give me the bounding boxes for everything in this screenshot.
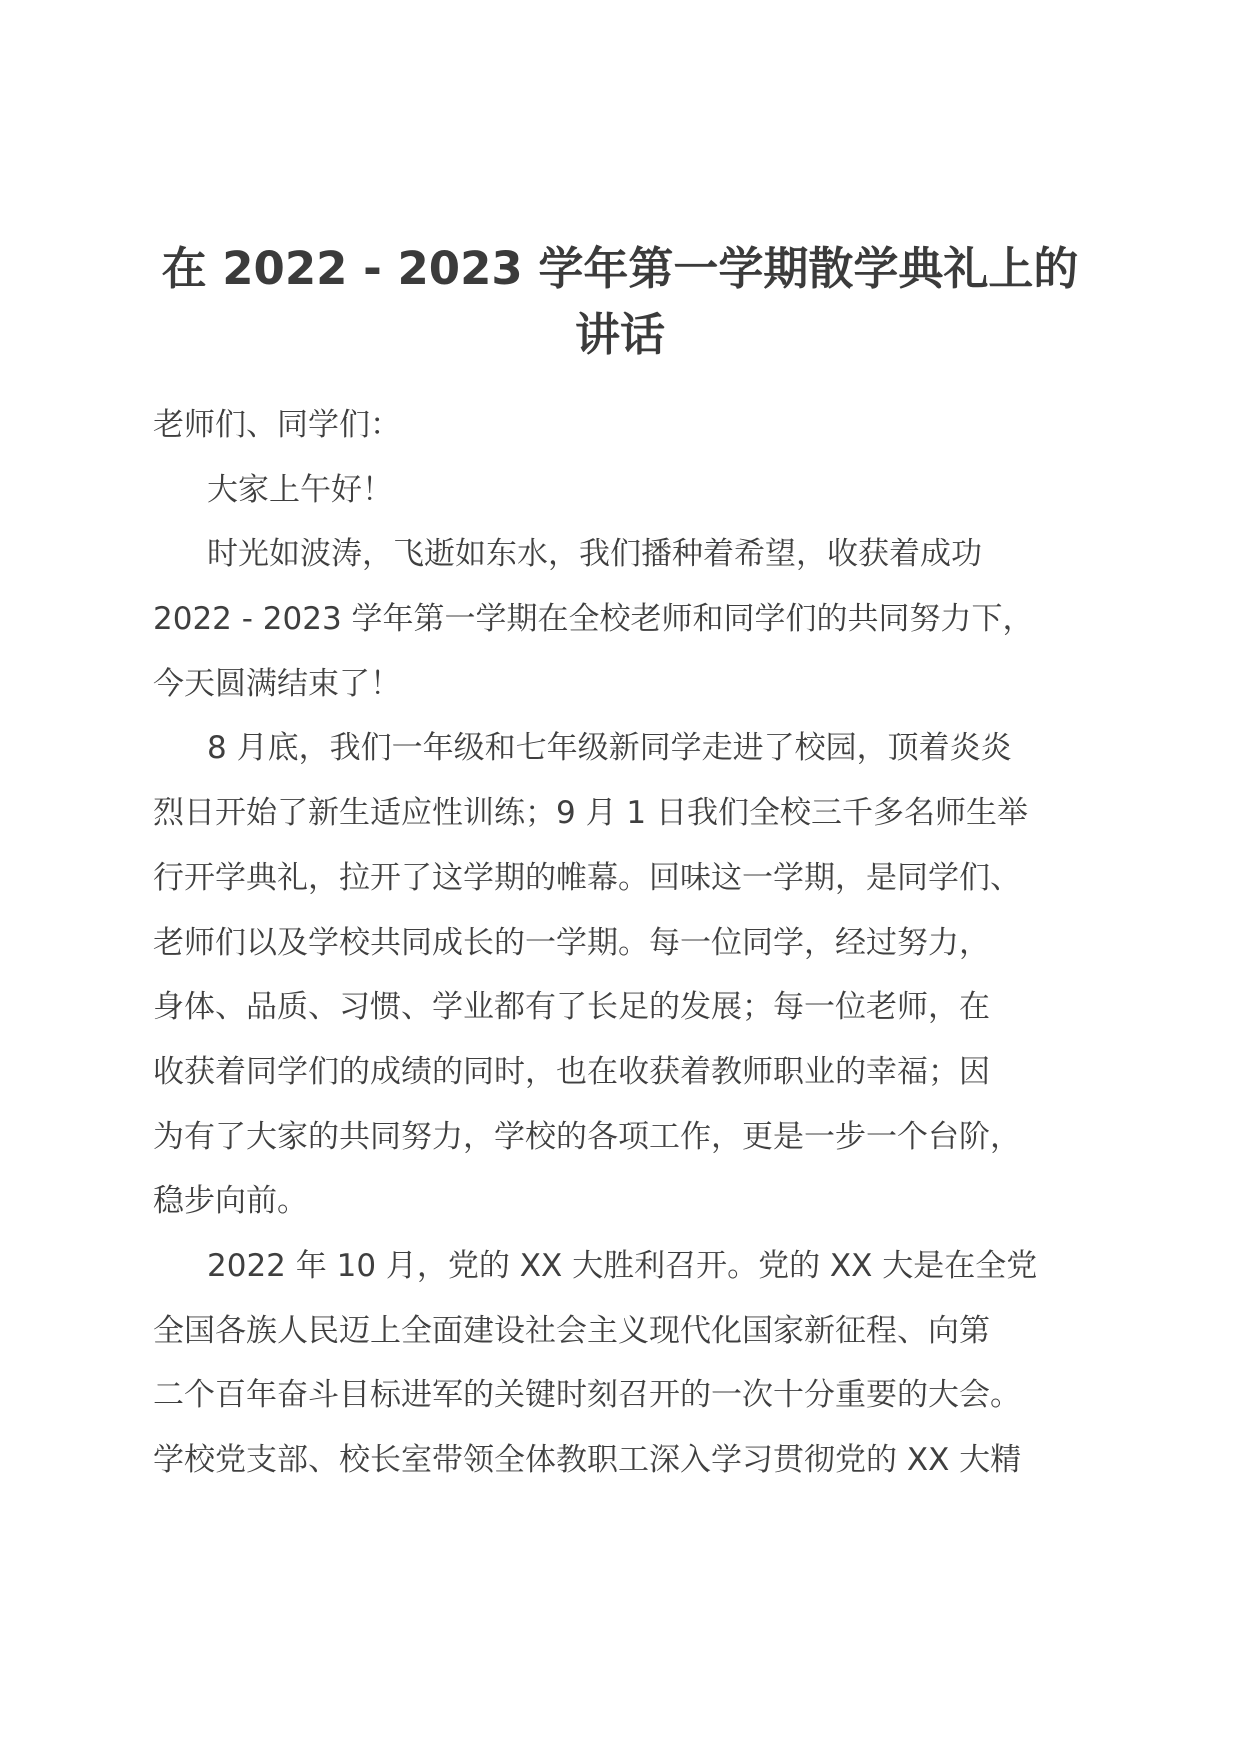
- paragraph-3-line: 二个百年奋斗目标进军的关键时刻召开的一次十分重要的大会。: [153, 1377, 1021, 1414]
- title-line: 讲话: [574, 308, 665, 361]
- paragraph-2-line: 老师们以及学校共同成长的一学期。每一位同学，经过努力，: [153, 924, 990, 961]
- paragraph-2-line: 烈日开始了新生适应性训练；9 月 1 日我们全校三千多名师生举: [153, 795, 1029, 832]
- document-body: [153, 393, 1103, 1493]
- paragraph-2-line: 行开学典礼，拉开了这学期的帷幕。回味这一学期，是同学们、: [153, 859, 1021, 896]
- paragraph-3-line: 学校党支部、校长室带领全体教职工深入学习贯彻党的 XX 大精: [153, 1442, 1022, 1478]
- paragraph-3-line: 2022 年 10 月，党的 XX 大胜利召开。党的 XX 大是在全党: [207, 1247, 1038, 1284]
- paragraph-2-line: 收获着同学们的成绩的同时，也在收获着教师职业的幸福；因: [153, 1053, 990, 1090]
- paragraph-1-line: 时光如波涛，飞逝如东水，我们播种着希望，收获着成功: [207, 536, 982, 573]
- title-line: 在 2022 - 2023 学年第一学期散学典礼上的: [161, 242, 1079, 295]
- paragraph-3-line: 全国各族人民迈上全面建设社会主义现代化国家新征程、向第: [153, 1312, 990, 1349]
- paragraph-2-line: 稳步向前。: [153, 1183, 308, 1220]
- paragraph-2-line: 为有了大家的共同努力，学校的各项工作，更是一步一个台阶，: [153, 1118, 1021, 1155]
- paragraph-2-line: 8 月底，我们一年级和七年级新同学走进了校园，顶着炎炎: [207, 730, 1012, 767]
- paragraph-1-line: 2022 - 2023 学年第一学期在全校老师和同学们的共同努力下，: [153, 601, 1034, 638]
- document-title: [150, 236, 1090, 368]
- paragraph-1-line: 今天圆满结束了！: [153, 665, 401, 702]
- paragraph-2-line: 身体、品质、习惯、学业都有了长足的发展；每一位老师，在: [153, 989, 990, 1026]
- salutation: 老师们、同学们：: [153, 407, 401, 443]
- greeting: 大家上午好！: [207, 471, 393, 508]
